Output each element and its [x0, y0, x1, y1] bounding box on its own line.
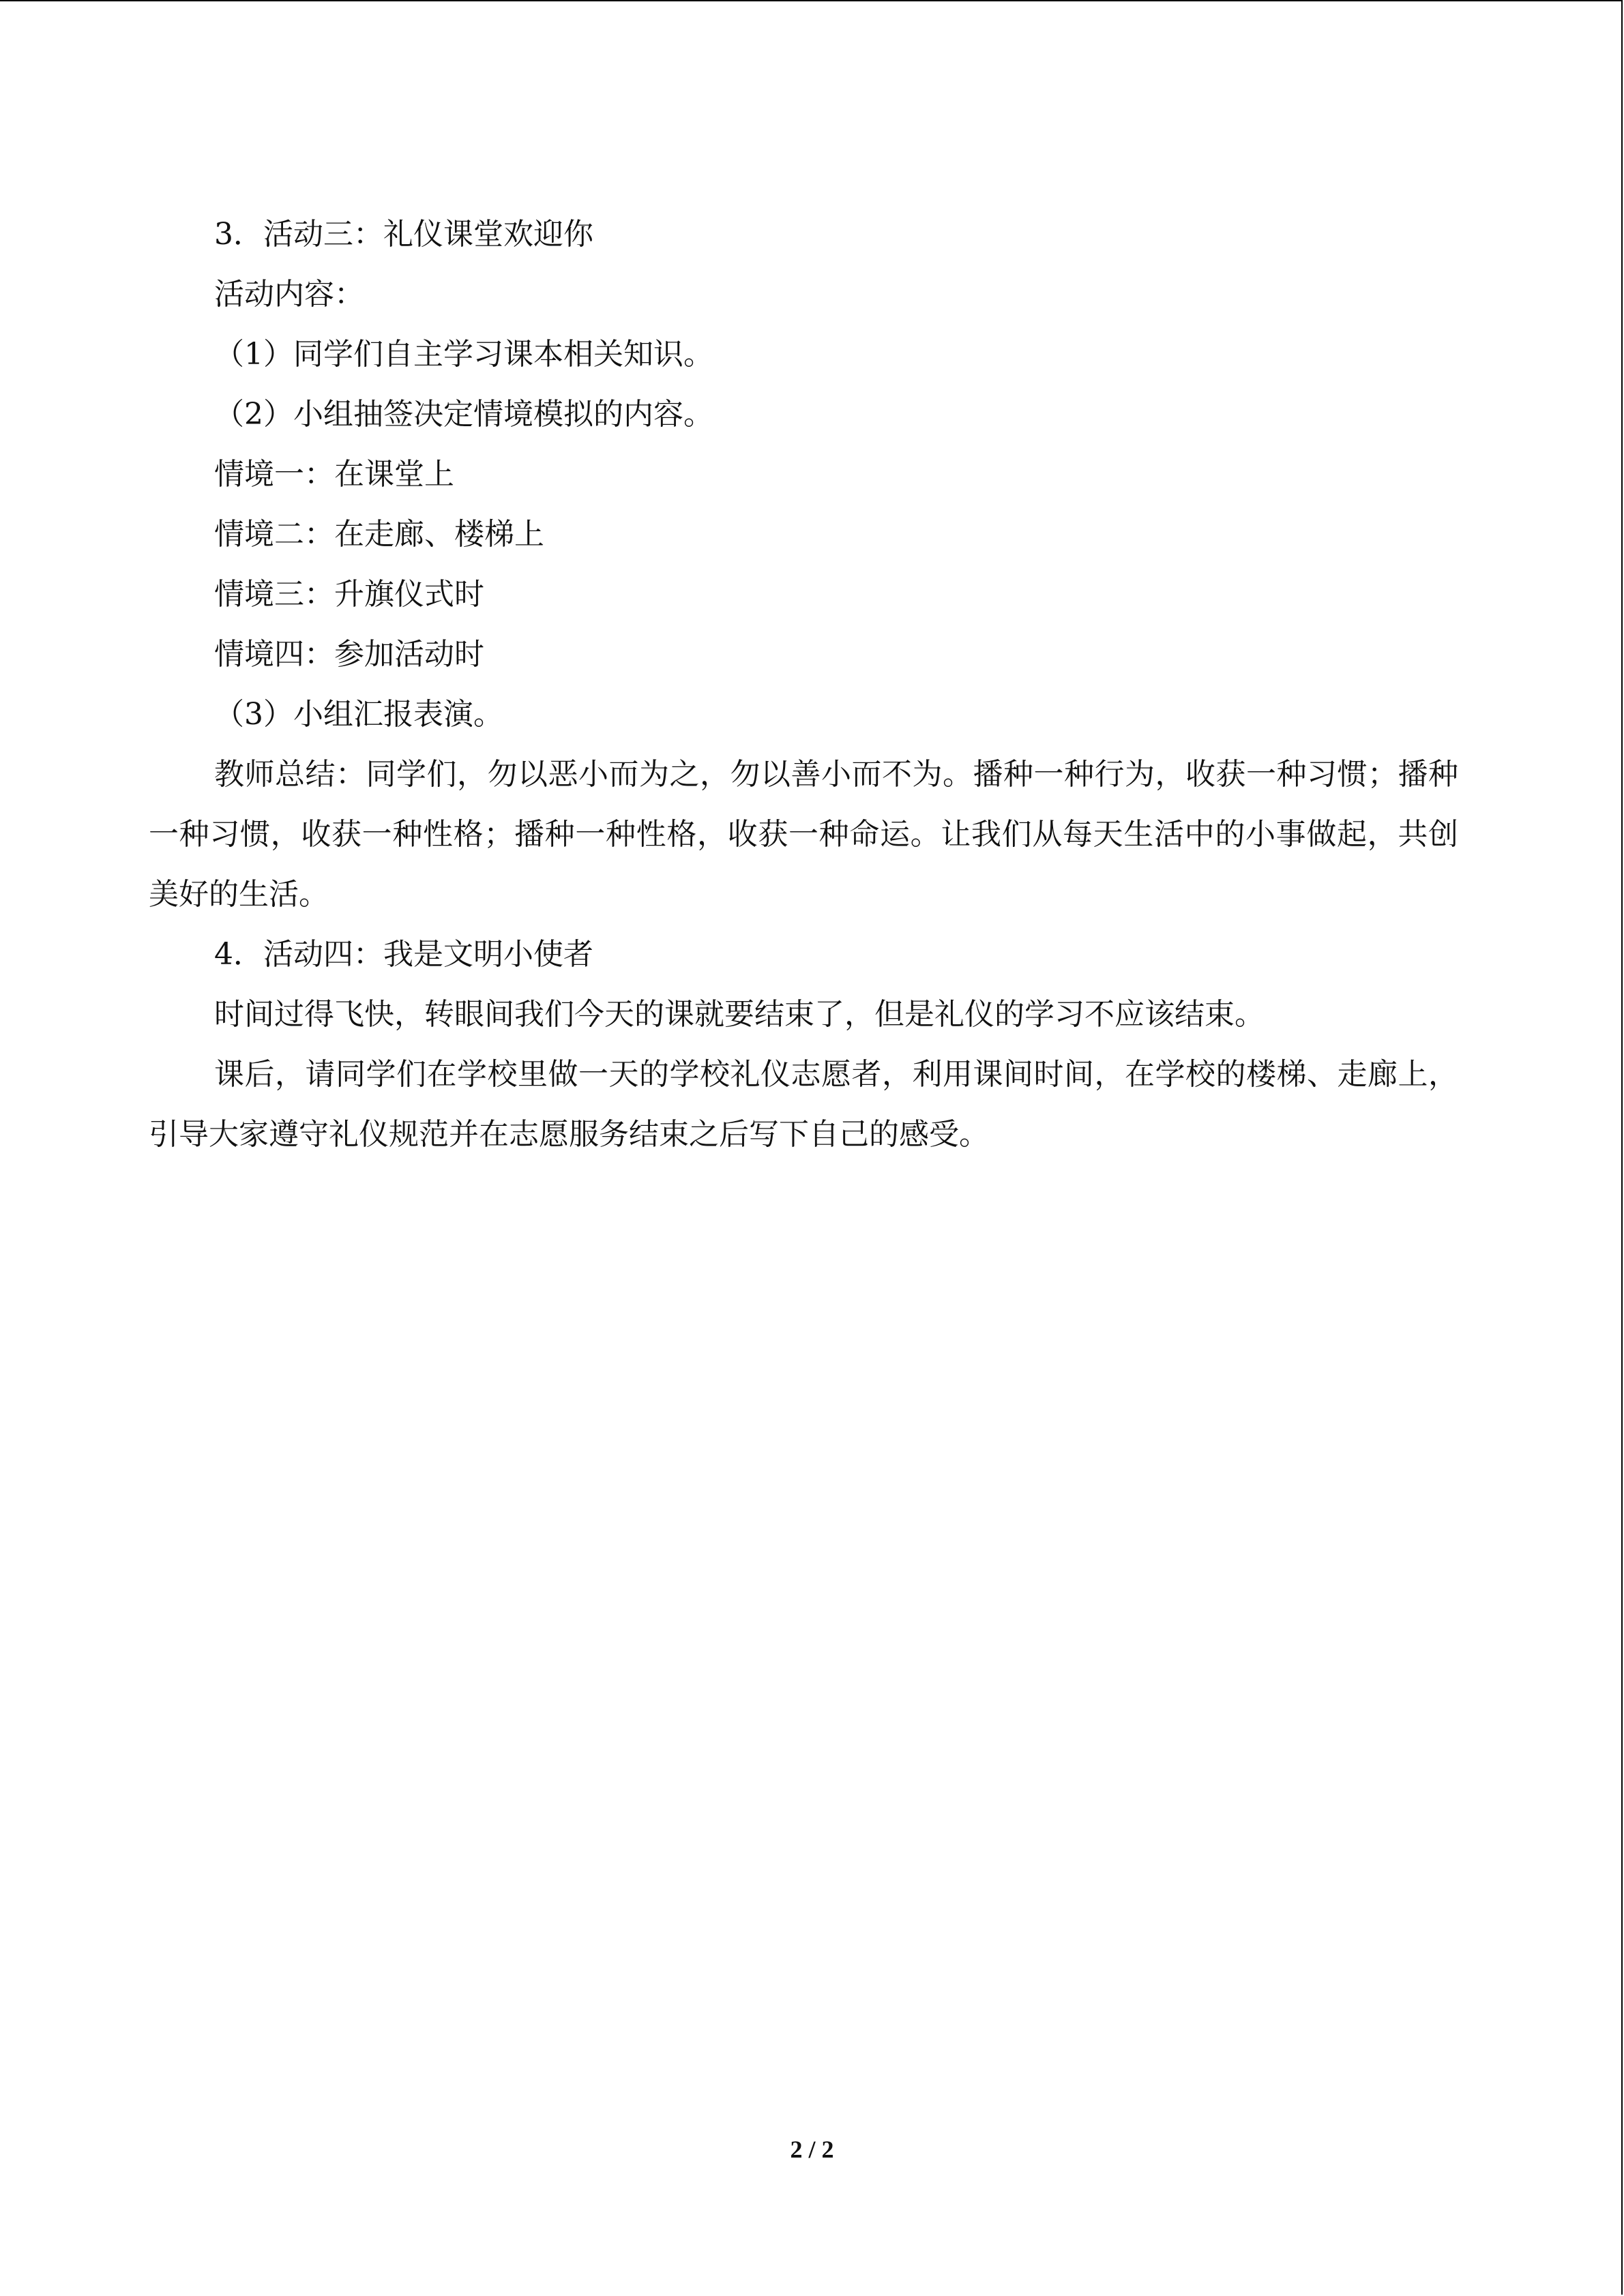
activity4-homework: 课后，请同学们在学校里做一天的学校礼仪志愿者，利用课间时间，在学校的楼梯、走廊上，引导大家遵守礼仪规范并在志愿服务结束之后写下自己的感受。 — [149, 1057, 1458, 1152]
activity4-heading: 4．活动四：我是文明小使者 — [214, 937, 593, 972]
activity-content-label: 活动内容： — [214, 277, 364, 312]
scenario-4: 情境四：参加活动时 — [214, 637, 484, 672]
teacher-summary: 教师总结：同学们，勿以恶小而为之，勿以善小而不为。播种一种行为，收获一种习惯；播种一种习惯，收获一种性格；播种一种性格，收获一种命运。让我们从每天生活中的小事做起，共创美好的生活。 — [149, 757, 1458, 912]
scenario-2: 情境二：在走廊、楼梯上 — [214, 517, 544, 552]
activity4-intro: 时间过得飞快，转眼间我们今天的课就要结束了，但是礼仪的学习不应该结束。 — [214, 997, 1265, 1032]
document-body — [149, 205, 1458, 1165]
step-1: （1）同学们自主学习课本相关知识。 — [214, 337, 713, 372]
activity3-heading: 3．活动三：礼仪课堂欢迎你 — [214, 217, 593, 252]
scenario-3: 情境三：升旗仪式时 — [214, 577, 484, 612]
step-3: （3）小组汇报表演。 — [214, 697, 503, 732]
step-2: （2）小组抽签决定情境模拟的内容。 — [214, 397, 713, 432]
scenario-1: 情境一：在课堂上 — [214, 457, 454, 492]
page-number: 2 / 2 — [790, 2136, 834, 2163]
